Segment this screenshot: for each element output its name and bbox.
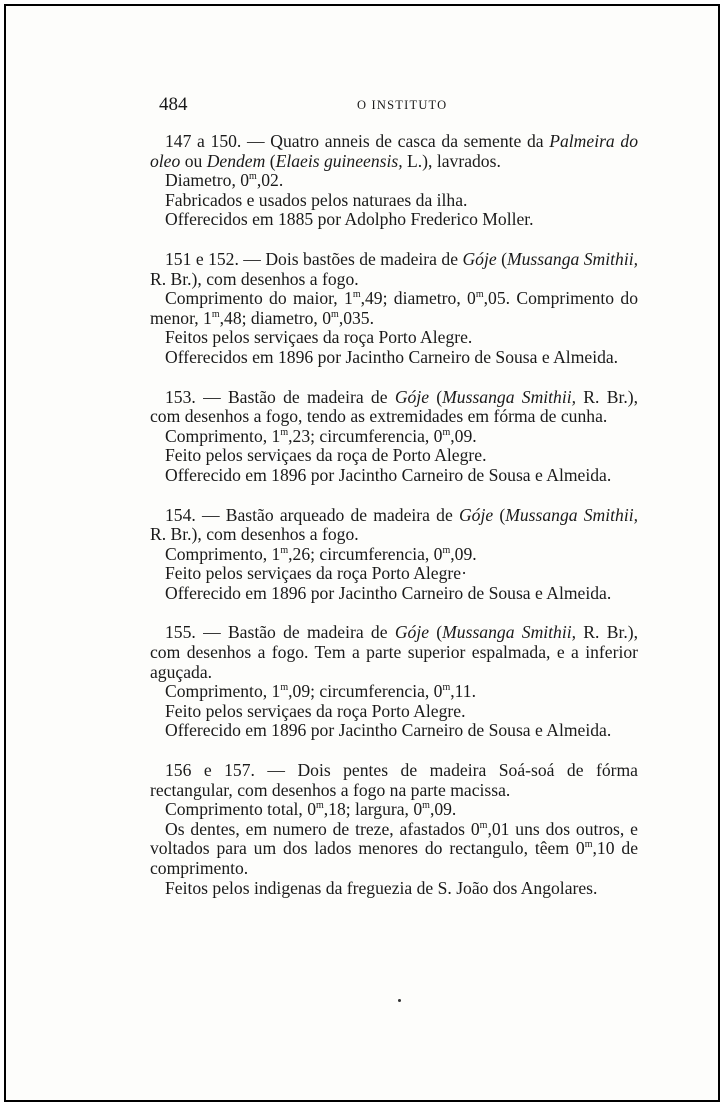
entry-description: 154. — Bastão arqueado de madeira de Góje (Mussanga Smithii, R. Br.), com desenhos a fogo. (150, 504, 638, 545)
entry-donor: Offerecido em 1896 por Jacintho Carneiro de Sousa e Almeida. (165, 720, 612, 741)
entry-dimensions: Comprimento total, 0$^m$,18; largura, 0$^m$,09. (165, 799, 457, 820)
entry-origin: Feito pelos serviçaes da roça Porto Alegre· (165, 563, 467, 584)
print-speck (398, 999, 401, 1002)
entry-teeth-detail: Os dentes, em numero de treze, afastados 0$^m$,01 uns dos outros, e voltados para um dos lados menores do rectangulo, têem 0$^m$,10 de comprimento. (150, 818, 638, 878)
entry-dimensions: Diametro, 0$^m$,02. (165, 170, 284, 191)
entry-dimensions: Comprimento, 1$^m$,23; circumferencia, 0$^m$,09. (165, 425, 477, 446)
entry-description: 151 e 152. — Dois bastões de madeira de Góje (Mussanga Smithii, R. Br.), com desenhos a fogo. (150, 248, 638, 289)
entry-dimensions: Comprimento, 1$^m$,26; circumferencia, 0$^m$,09. (165, 543, 477, 564)
running-title: O INSTITUTO (357, 98, 448, 112)
entry-donor: Offerecido em 1896 por Jacintho Carneiro de Sousa e Almeida. (165, 582, 612, 603)
entry-origin: Feitos pelos indigenas da freguezia de S. João dos Angolares. (165, 877, 598, 898)
entry-origin: Fabricados e usados pelos naturaes da ilha. (165, 189, 468, 210)
entry-dimensions: Comprimento, 1$^m$,09; circumferencia, 0$^m$,11. (165, 681, 477, 702)
entry-donor: Offerecidos em 1896 por Jacintho Carneiro de Sousa e Almeida. (165, 346, 619, 367)
entry-origin: Feitos pelos serviçaes da roça Porto Alegre. (165, 327, 473, 348)
entry-origin: Feito pelos serviçaes da roça Porto Alegre. (165, 700, 466, 721)
entry-155 (150, 623, 638, 741)
entry-description: 155. — Bastão de madeira de Góje (Mussanga Smithii, R. Br.), com desenhos a fogo. Tem a parte superior espalmada, e a inferior aguçada. (150, 622, 638, 682)
catalogue-entries (150, 132, 638, 918)
entry-dimensions: Comprimento do maior, 1$^m$,49; diametro, 0$^m$,05. Comprimento do menor, 1$^m$,48; diametro, 0$^m$,035. (150, 288, 638, 328)
entry-147-150 (150, 132, 638, 230)
entry-donor: Offerecidos em 1885 por Adolpho Frederico Moller. (165, 209, 534, 230)
entry-origin: Feito pelos serviçaes da roça de Porto Alegre. (165, 445, 487, 466)
entry-154 (150, 506, 638, 604)
book-page (4, 4, 720, 1102)
entry-description: 147 a 150. — Quatro anneis de casca da semente da Palmeira do oleo ou Dendem (Elaeis guineensis, L.), lavrados. (150, 131, 638, 171)
entry-153 (150, 388, 638, 486)
entry-151-152 (150, 250, 638, 368)
entry-donor: Offerecido em 1896 por Jacintho Carneiro de Sousa e Almeida. (165, 464, 612, 485)
page-number: 484 (159, 94, 188, 115)
entry-156-157 (150, 761, 638, 898)
page-header (159, 94, 639, 118)
entry-description: 153. — Bastão de madeira de Góje (Mussanga Smithii, R. Br.), com desenhos a fogo, tendo as extremidades em fórma de cunha. (150, 386, 638, 427)
entry-description: 156 e 157. — Dois pentes de madeira Soá-soá de fórma rectangular, com desenhos a fogo na parte macissa. (150, 760, 638, 800)
